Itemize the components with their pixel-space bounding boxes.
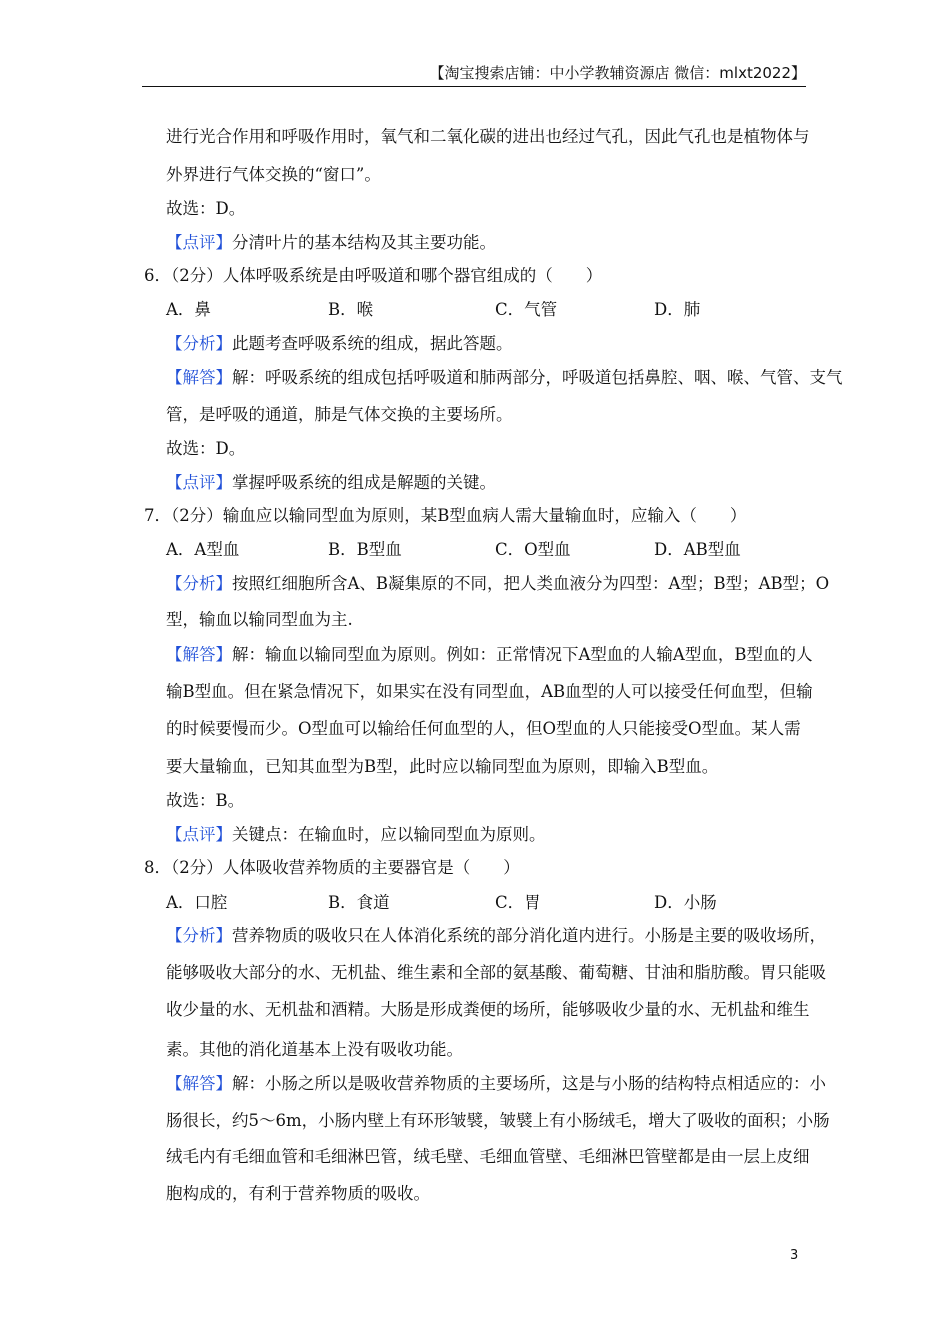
q8-answer-line-4: 胞构成的，有利于营养物质的吸收。 xyxy=(166,1184,430,1203)
q6-answer-line-2: 管，是呼吸的通道，肺是气体交换的主要场所。 xyxy=(166,405,513,424)
analysis-tag: 【分析】 xyxy=(166,926,232,945)
q7-option-a: A．A型血 xyxy=(166,540,240,559)
q7-analysis-line-1 xyxy=(166,574,829,594)
q6-answer-line-1 xyxy=(166,368,843,388)
q8-answer-line-3: 绒毛内有毛细血管和毛细淋巴管，绒毛壁、毛细血管壁、毛细淋巴管壁都是由一层上皮细 xyxy=(166,1147,810,1166)
comment-tag: 【点评】 xyxy=(166,473,232,492)
q7-option-b: B．B型血 xyxy=(328,540,402,559)
q7-option-d: D．AB型血 xyxy=(654,540,741,559)
analysis-text: 营养物质的吸收只在人体消化系统的部分消化道内进行。小肠是主要的吸收场所， xyxy=(232,926,826,945)
q6-comment xyxy=(166,473,496,493)
q8-option-c: C．胃 xyxy=(495,893,541,912)
q6-stem: 6．（2分）人体呼吸系统是由呼吸道和哪个器官组成的（ ） xyxy=(144,266,603,285)
q8-analysis-line-3: 收少量的水、无机盐和酒精。大肠是形成粪便的场所，能够吸收少量的水、无机盐和维生 xyxy=(166,1000,810,1019)
q8-option-a: A．口腔 xyxy=(166,893,228,912)
q7-answer-line-3: 的时候要慢而少。O型血可以输给任何血型的人，但O型血的人只能接受O型血。某人需 xyxy=(166,719,801,738)
comment-text: 分清叶片的基本结构及其主要功能。 xyxy=(232,233,496,252)
q5-analysis-line-2: 外界进行气体交换的“窗口”。 xyxy=(166,165,381,184)
q7-answer-line-2: 输B型血。但在紧急情况下，如果实在没有同型血，AB血型的人可以接受任何血型，但输 xyxy=(166,682,813,701)
q8-option-b: B．食道 xyxy=(328,893,390,912)
q6-option-d: D．肺 xyxy=(654,300,701,319)
q7-option-c: C．O型血 xyxy=(495,540,571,559)
q7-answer-line-1 xyxy=(166,645,812,665)
q8-analysis-line-1 xyxy=(166,926,826,946)
q8-analysis-line-2: 能够吸收大部分的水、无机盐、维生素和全部的氨基酸、葡萄糖、甘油和脂肪酸。胃只能吸 xyxy=(166,963,826,982)
q7-answer-line-4: 要大量输血，已知其血型为B型，此时应以输同型血为原则，即输入B型血。 xyxy=(166,757,719,776)
q6-option-c: C．气管 xyxy=(495,300,558,319)
q5-comment xyxy=(166,233,496,253)
analysis-tag: 【分析】 xyxy=(166,574,232,593)
comment-tag: 【点评】 xyxy=(166,825,232,844)
answer-text: 解：输血以输同型血为原则。例如：正常情况下A型血的人输A型血，B型血的人 xyxy=(232,645,813,664)
analysis-tag: 【分析】 xyxy=(166,334,232,353)
q6-analysis xyxy=(166,334,513,354)
q7-analysis-line-2: 型，输血以输同型血为主. xyxy=(166,610,353,629)
answer-tag: 【解答】 xyxy=(166,1074,232,1093)
answer-text: 解：呼吸系统的组成包括呼吸道和肺两部分，呼吸道包括鼻腔、咽、喉、气管、支气 xyxy=(232,368,843,387)
comment-text: 关键点：在输血时，应以输同型血为原则。 xyxy=(232,825,546,844)
page-number: 3 xyxy=(790,1248,799,1263)
answer-text: 解：小肠之所以是吸收营养物质的主要场所，这是与小肠的结构特点相适应的：小 xyxy=(232,1074,826,1093)
q7-stem: 7．（2分）输血应以输同型血为原则，某B型血病人需大量输血时，应输入（ ） xyxy=(144,506,747,525)
page-header: 【淘宝搜索店铺：中小学教辅资源店 微信：mlxt2022】 xyxy=(429,64,806,82)
q6-option-b: B．喉 xyxy=(328,300,374,319)
q5-analysis-line-1: 进行光合作用和呼吸作用时，氧气和二氧化碳的进出也经过气孔，因此气孔也是植物体与 xyxy=(166,127,810,146)
q8-stem: 8．（2分）人体吸收营养物质的主要器官是（ ） xyxy=(144,858,520,877)
header-divider xyxy=(142,86,806,87)
analysis-text: 按照红细胞所含A、B凝集原的不同，把人类血液分为四型：A型；B型；AB型；O xyxy=(232,574,830,593)
q6-option-a: A．鼻 xyxy=(166,300,211,319)
q7-choice: 故选：B。 xyxy=(166,791,245,810)
q6-choice: 故选：D。 xyxy=(166,439,246,458)
q7-comment xyxy=(166,825,546,845)
q8-answer-line-2: 肠很长，约5～6m，小肠内壁上有环形皱襞，皱襞上有小肠绒毛，增大了吸收的面积；小肠 xyxy=(166,1111,830,1130)
comment-tag: 【点评】 xyxy=(166,233,232,252)
q8-option-d: D．小肠 xyxy=(654,893,717,912)
analysis-text: 此题考查呼吸系统的组成，据此答题。 xyxy=(232,334,513,353)
q5-choice: 故选：D。 xyxy=(166,199,246,218)
answer-tag: 【解答】 xyxy=(166,368,232,387)
q8-answer-line-1 xyxy=(166,1074,826,1094)
comment-text: 掌握呼吸系统的组成是解题的关键。 xyxy=(232,473,496,492)
answer-tag: 【解答】 xyxy=(166,645,232,664)
q8-analysis-line-4: 素。其他的消化道基本上没有吸收功能。 xyxy=(166,1040,463,1059)
